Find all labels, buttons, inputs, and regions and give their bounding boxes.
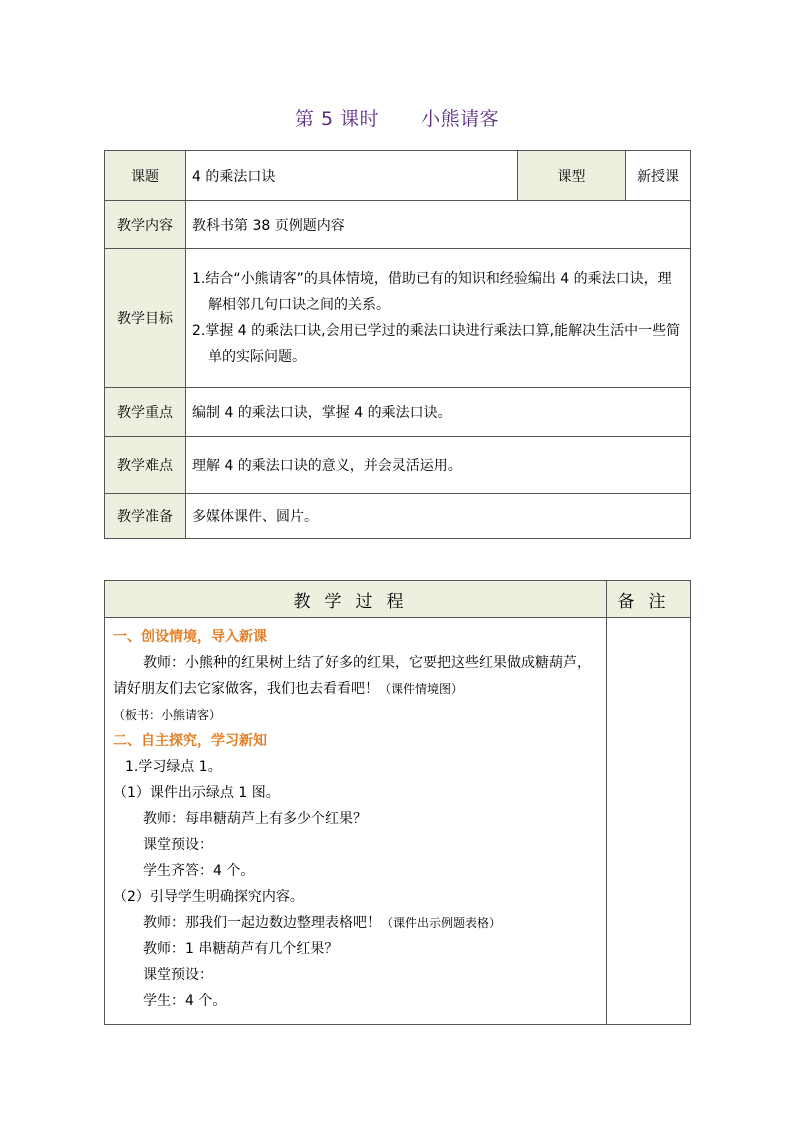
topic-row bbox=[105, 151, 691, 201]
notes-header: 备注 bbox=[607, 581, 691, 618]
content-row bbox=[105, 201, 691, 249]
process-body bbox=[105, 618, 607, 1025]
lesson-info-table bbox=[104, 150, 691, 539]
objective-item: 1.结合“小熊请客”的具体情境，借助已有的知识和经验编出 4 的乘法口诀，理解相邻几句口诀之间的关系。 bbox=[192, 271, 672, 313]
objectives-row bbox=[105, 249, 691, 388]
teacher-question-text: 教师：那我们一起边数边整理表格吧！ bbox=[143, 915, 381, 931]
intro-paragraph bbox=[113, 650, 596, 702]
content-value: 教科书第 38 页例题内容 bbox=[186, 201, 691, 249]
type-value: 新授课 bbox=[626, 151, 691, 201]
objectives-cell bbox=[186, 249, 691, 388]
objective-item: 2.掌握 4 的乘法口诀,会用已学过的乘法口诀进行乘法口算,能解决生活中一些简单的实际问题。 bbox=[192, 323, 681, 365]
key-label: 教学重点 bbox=[105, 388, 186, 437]
teacher-question bbox=[113, 910, 596, 936]
sub-step: （1）课件出示绿点 1 图。 bbox=[113, 785, 280, 801]
topic-label: 课题 bbox=[105, 151, 186, 201]
lesson-topic: 小熊请客 bbox=[421, 108, 500, 130]
board-note: （板书：小熊请客） bbox=[113, 708, 222, 722]
difficulty-value: 理解 4 的乘法口诀的意义，并会灵活运用。 bbox=[186, 437, 691, 494]
lesson-number: 第 5 课时 bbox=[294, 108, 380, 130]
difficulty-label: 教学难点 bbox=[105, 437, 186, 494]
intro-note: （课件情境图） bbox=[379, 682, 464, 696]
topic-value: 4 的乘法口诀 bbox=[186, 151, 518, 201]
prep-value: 多媒体课件、圆片。 bbox=[186, 494, 691, 539]
question-note: （课件出示例题表格） bbox=[381, 916, 502, 930]
teaching-process-table bbox=[104, 580, 691, 1025]
sub-step: （2）引导学生明确探究内容。 bbox=[113, 889, 304, 905]
student-answer: 学生齐答：4 个。 bbox=[143, 863, 255, 879]
teacher-question: 教师：每串糖葫芦上有多少个红果？ bbox=[143, 811, 367, 827]
prep-label: 教学准备 bbox=[105, 494, 186, 539]
key-value: 编制 4 的乘法口诀，掌握 4 的乘法口诀。 bbox=[186, 388, 691, 437]
content-label: 教学内容 bbox=[105, 201, 186, 249]
difficulty-row bbox=[105, 437, 691, 494]
prep-row bbox=[105, 494, 691, 539]
section-heading: 一、创设情境，导入新课 bbox=[113, 629, 267, 645]
student-answer: 学生：4 个。 bbox=[143, 993, 227, 1009]
type-label: 课型 bbox=[518, 151, 626, 201]
intro-text: 教师：小熊种的红果树上结了好多的红果，它要把这些红果做成糖葫芦，请好朋友们去它家做客，我们也去看看吧！ bbox=[113, 655, 591, 697]
teacher-question: 教师：1 串糖葫芦有几个红果？ bbox=[143, 941, 339, 957]
process-header: 教学过程 bbox=[105, 581, 607, 618]
step-heading: 1.学习绿点 1。 bbox=[125, 759, 222, 775]
page-title bbox=[0, 104, 794, 131]
objectives-label: 教学目标 bbox=[105, 249, 186, 388]
section-heading: 二、自主探究，学习新知 bbox=[113, 733, 267, 749]
notes-column bbox=[607, 618, 691, 1025]
class-preset: 课堂预设： bbox=[143, 967, 213, 983]
key-row bbox=[105, 388, 691, 437]
class-preset: 课堂预设： bbox=[143, 837, 213, 853]
